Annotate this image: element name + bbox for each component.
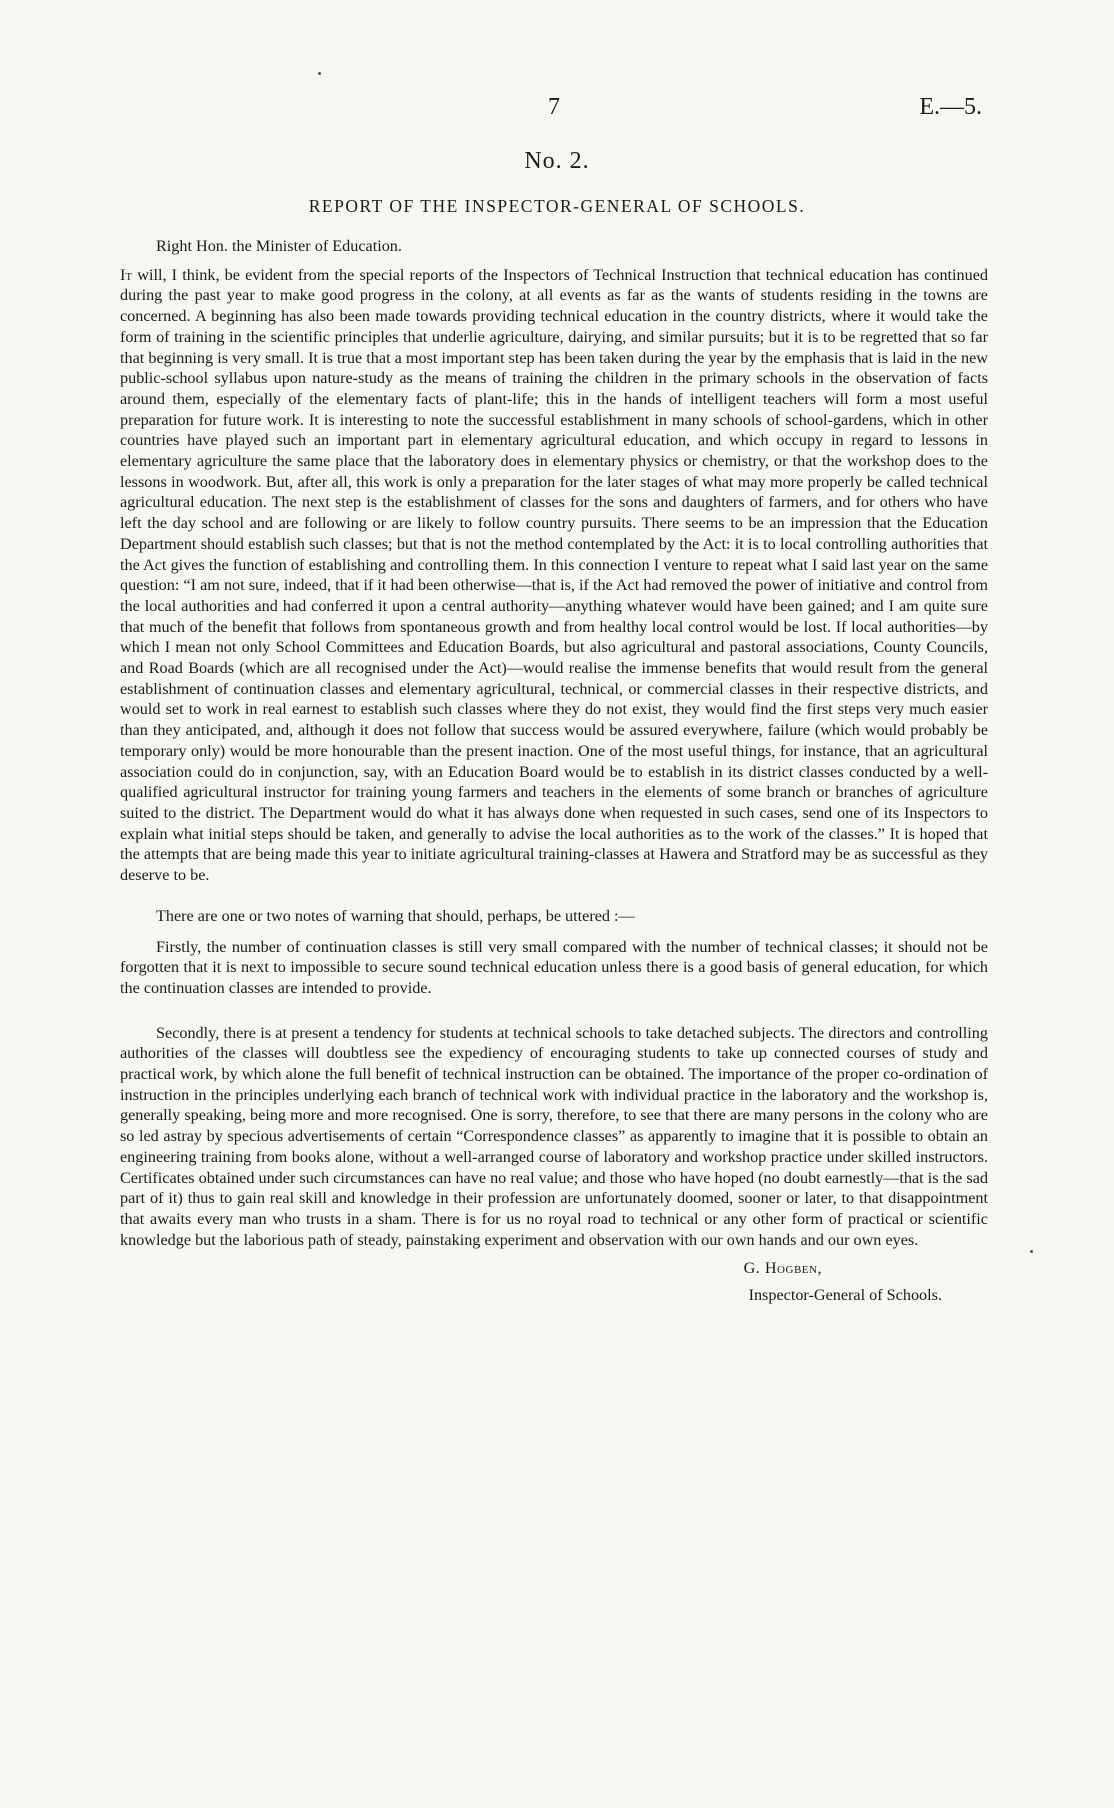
print-speck [1030, 1250, 1033, 1253]
document-number: No. 2. [524, 148, 590, 174]
signature-block [120, 1258, 988, 1305]
paragraph-1-text: will, I think, be evident from the special reports of the Inspectors of Technical Instruction that technical education has continued during the past year to make good progress in the colony, at all events as far as the wants of students residing in the towns are concerned. A beginning has also been made towards providing technical education in the country districts, where it would take the form of training in the scientific principles that underlie agriculture, dairying, and similar pursuits; but it is to be regretted that so far that beginning is very small. It is true that a most important step has been taken during the year by the emphasis that is laid in the new public-school syllabus upon nature-study as the means of training the children in the primary schools in the observation of facts around them, especially of the elementary facts of plant-life; this in the hands of intelligent teachers will form a most useful preparation for future work. It is interesting to note the successful establishment in many schools of school-gardens, which in other countries have played such an important part in elementary agricultural education, and which occupy in regard to lessons in elementary agriculture the same place that the laboratory does in elementary physics or chemistry, or that the workshop does to the lessons in woodwork. But, after all, this work is only a preparation for the later stages of what may more properly be called technical agricultural education. The next step is the establishment of classes for the sons and daughters of farmers, and for others who have left the day school and are following or are likely to follow country pursuits. There seems to be an impression that the Education Department should establish such classes; but that is not the method contemplated by the Act: it is to local controlling authorities that the Act gives the function of establishing and controlling them. In this connection I venture to repeat what I said last year on the same question: “I am not sure, indeed, that if it had been otherwise—that is, if the Act had removed the power of initiative and control from the local authorities and had conferred it upon a central authority—anything whatever would have been gained; and I am quite sure that much of the benefit that follows from spontaneous growth and from healthy local control would be lost. If local authorities—by which I mean not only School Committees and Education Boards, but also agricultural and pastoral associations, County Councils, and Road Boards (which are all recognised under the Act)—would realise the immense benefits that would result from the general establishment of continuation classes and elementary agricultural, technical, or commercial classes in their respective districts, and would set to work in real earnest to establish such classes where they do not exist, they would find the first steps very much easier than they anticipated, and, although it does not follow that success would be assured everywhere, failure (which would probably be temporary only) would be more honourable than the present inaction. One of the most useful things, for instance, that an agricultural association could do in conjunction, say, with an Education Board would be to establish in its district classes conducted by a well-qualified agricultural instructor for training young farmers and teachers in the elements of some branch or branches of agriculture suited to the district. The Department would do what it has always done when requested in such cases, send one of its Inspectors to explain what initial steps should be taken, and generally to advise the local authorities as to the work of the classes.” It is hoped that the attempts that are being made this year to initiate agricultural training-classes at Hawera and Stratford may be as successful as they deserve to be. [120, 265, 988, 885]
document-reference: E.—5. [919, 94, 982, 120]
signatory-title: Inspector-General of Schools. [748, 1286, 942, 1305]
page-number: 7 [548, 94, 560, 120]
paragraph-1 [120, 265, 988, 886]
paragraph-1-lead: It [120, 265, 133, 284]
print-speck [318, 72, 321, 75]
signatory-name: G. Hogben, [743, 1259, 822, 1278]
report-body [120, 236, 988, 1306]
report-title: REPORT OF THE INSPECTOR-GENERAL OF SCHOOLS. [308, 196, 806, 216]
paragraph-3: Firstly, the number of continuation classes is still very small compared with the number of technical classes; it should not be forgotten that it is next to impossible to secure sound technical education unless there is a good basis of general education, for which the continuation classes are intended to provide. [120, 937, 988, 997]
paragraph-4: Secondly, there is at present a tendency for students at technical schools to take detached subjects. The directors and controlling authorities of the classes will doubtless see the expediency of encouraging students to take up connected courses of study and practical work, by which alone the full benefit of technical instruction can be obtained. The importance of the proper co-ordination of instruction in the principles underlying each branch of technical work with individual practice in the laboratory and the workshop is, generally speaking, being more and more recognised. One is sorry, therefore, to see that there are many persons in the colony who are so led astray by specious advertisements of certain “Correspondence classes” as apparently to imagine that it is possible to obtain an engineering training from books alone, without a well-arranged course of laboratory and workshop practice under skilled instructors. Certificates obtained under such circumstances can have no real value; and those who have hoped (no doubt earnestly—that is the sad part of it) thus to gain real skill and knowledge in their profession are unfortunately doomed, sooner or later, to that disappointment that awaits every man who trusts in a sham. There is for us no royal road to technical or any other form of practical or scientific knowledge but the laborious path of steady, painstaking experiment and observation with our own hands and our own eyes. [120, 1023, 988, 1249]
salutation: Right Hon. the Minister of Education. [156, 237, 402, 255]
paragraph-2: There are one or two notes of warning that should, perhaps, be uttered :— [156, 906, 635, 925]
